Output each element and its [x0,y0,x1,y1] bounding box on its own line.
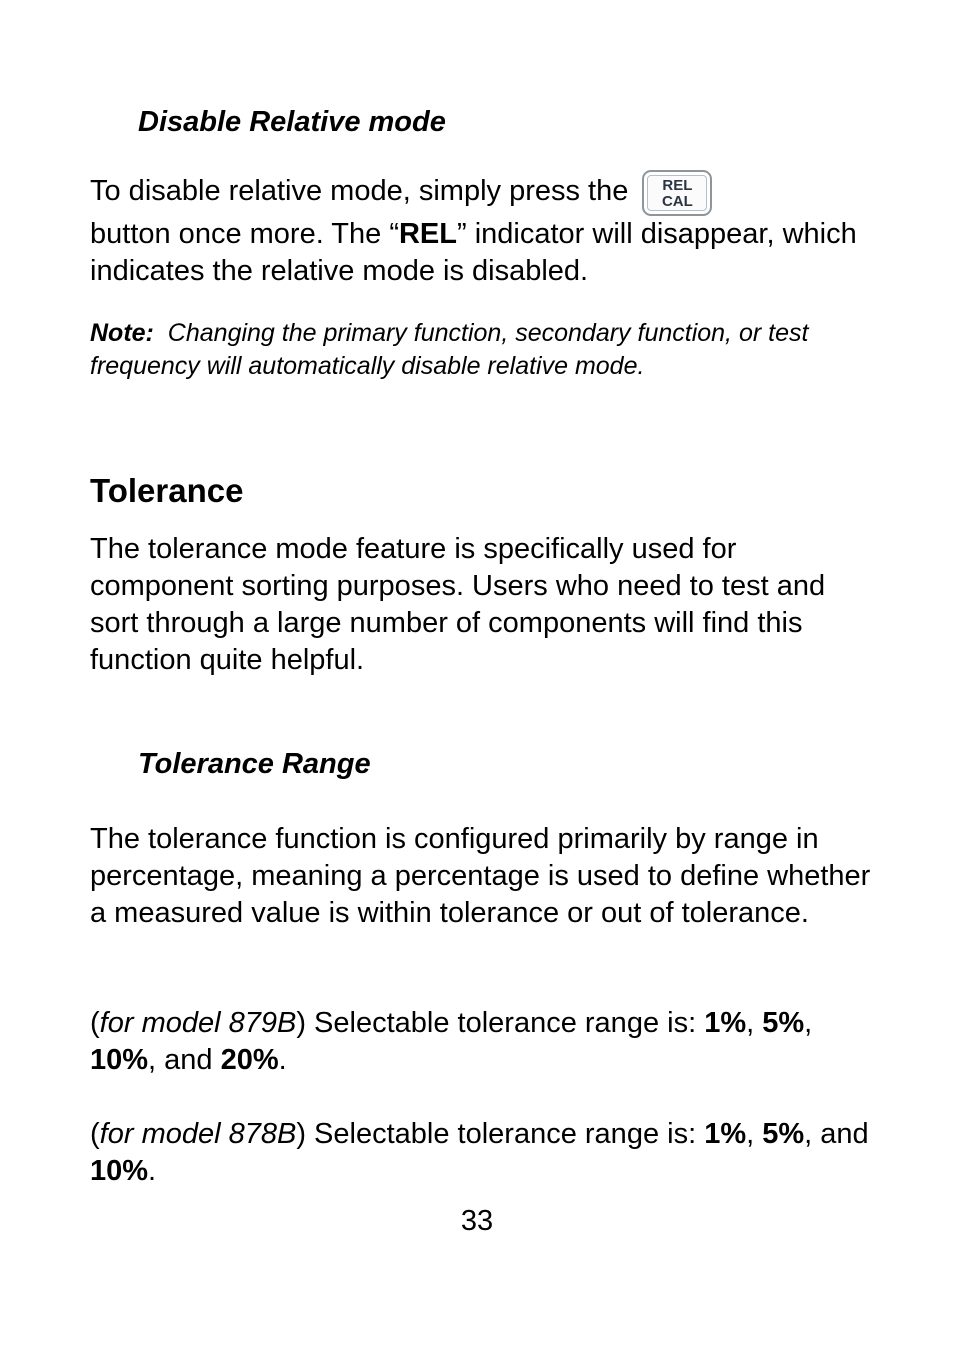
text: ) Selectable tolerance range is: [296,1007,705,1039]
note-text: Changing the primary function, secondary function, or test frequency will automatically disable relative mode. [90,319,809,380]
text: . [278,1044,287,1076]
text: ) Selectable tolerance range is: [296,1118,705,1150]
disable-relative-heading: Disable Relative mode [138,106,446,138]
paragraph-text: ” indicator will disappear, which indicates the relative mode is disabled. [90,218,857,287]
tolerance-range-heading: Tolerance Range [138,748,371,780]
text: , [804,1007,813,1039]
button-label-rel: REL [662,177,693,194]
page-number: 33 [460,1205,494,1237]
text: , [746,1118,763,1150]
text: , and [148,1044,221,1076]
button-label-cal: CAL [661,193,693,210]
text: . [148,1155,157,1187]
rel-indicator-text: REL [398,218,457,250]
tolerance-value: 10% [90,1044,149,1076]
disable-relative-paragraph [90,170,880,290]
tolerance-value: 10% [90,1155,149,1187]
model-name: for model 878B [99,1118,297,1150]
text: ( [90,1118,100,1150]
model-879b-paragraph [90,1005,880,1079]
text: ( [90,1007,100,1039]
tolerance-value: 5% [762,1118,805,1150]
paragraph-text: To disable relative mode, simply press the [90,175,629,207]
model-878b-paragraph [90,1116,880,1190]
text: , and [804,1118,869,1150]
note-paragraph [90,317,880,383]
tolerance-heading: Tolerance [90,472,244,509]
text: , [746,1007,763,1039]
tolerance-value: 1% [704,1007,747,1039]
tolerance-intro-paragraph: The tolerance mode feature is specifically used for component sorting purposes. Users who need to test and sort through a large number of components will find this function quite helpful. [90,533,826,676]
tolerance-value: 1% [704,1118,747,1150]
tolerance-value: 5% [762,1007,805,1039]
tolerance-value: 20% [220,1044,279,1076]
paragraph-text: button once more. The “ [90,218,399,250]
model-name: for model 879B [99,1007,297,1039]
tolerance-range-paragraph: The tolerance function is configured primarily by range in percentage, meaning a percentage is used to define whether a measured value is within tolerance or out of tolerance. [90,823,871,929]
note-label: Note: [90,319,154,347]
rel-cal-button-icon [642,170,712,216]
